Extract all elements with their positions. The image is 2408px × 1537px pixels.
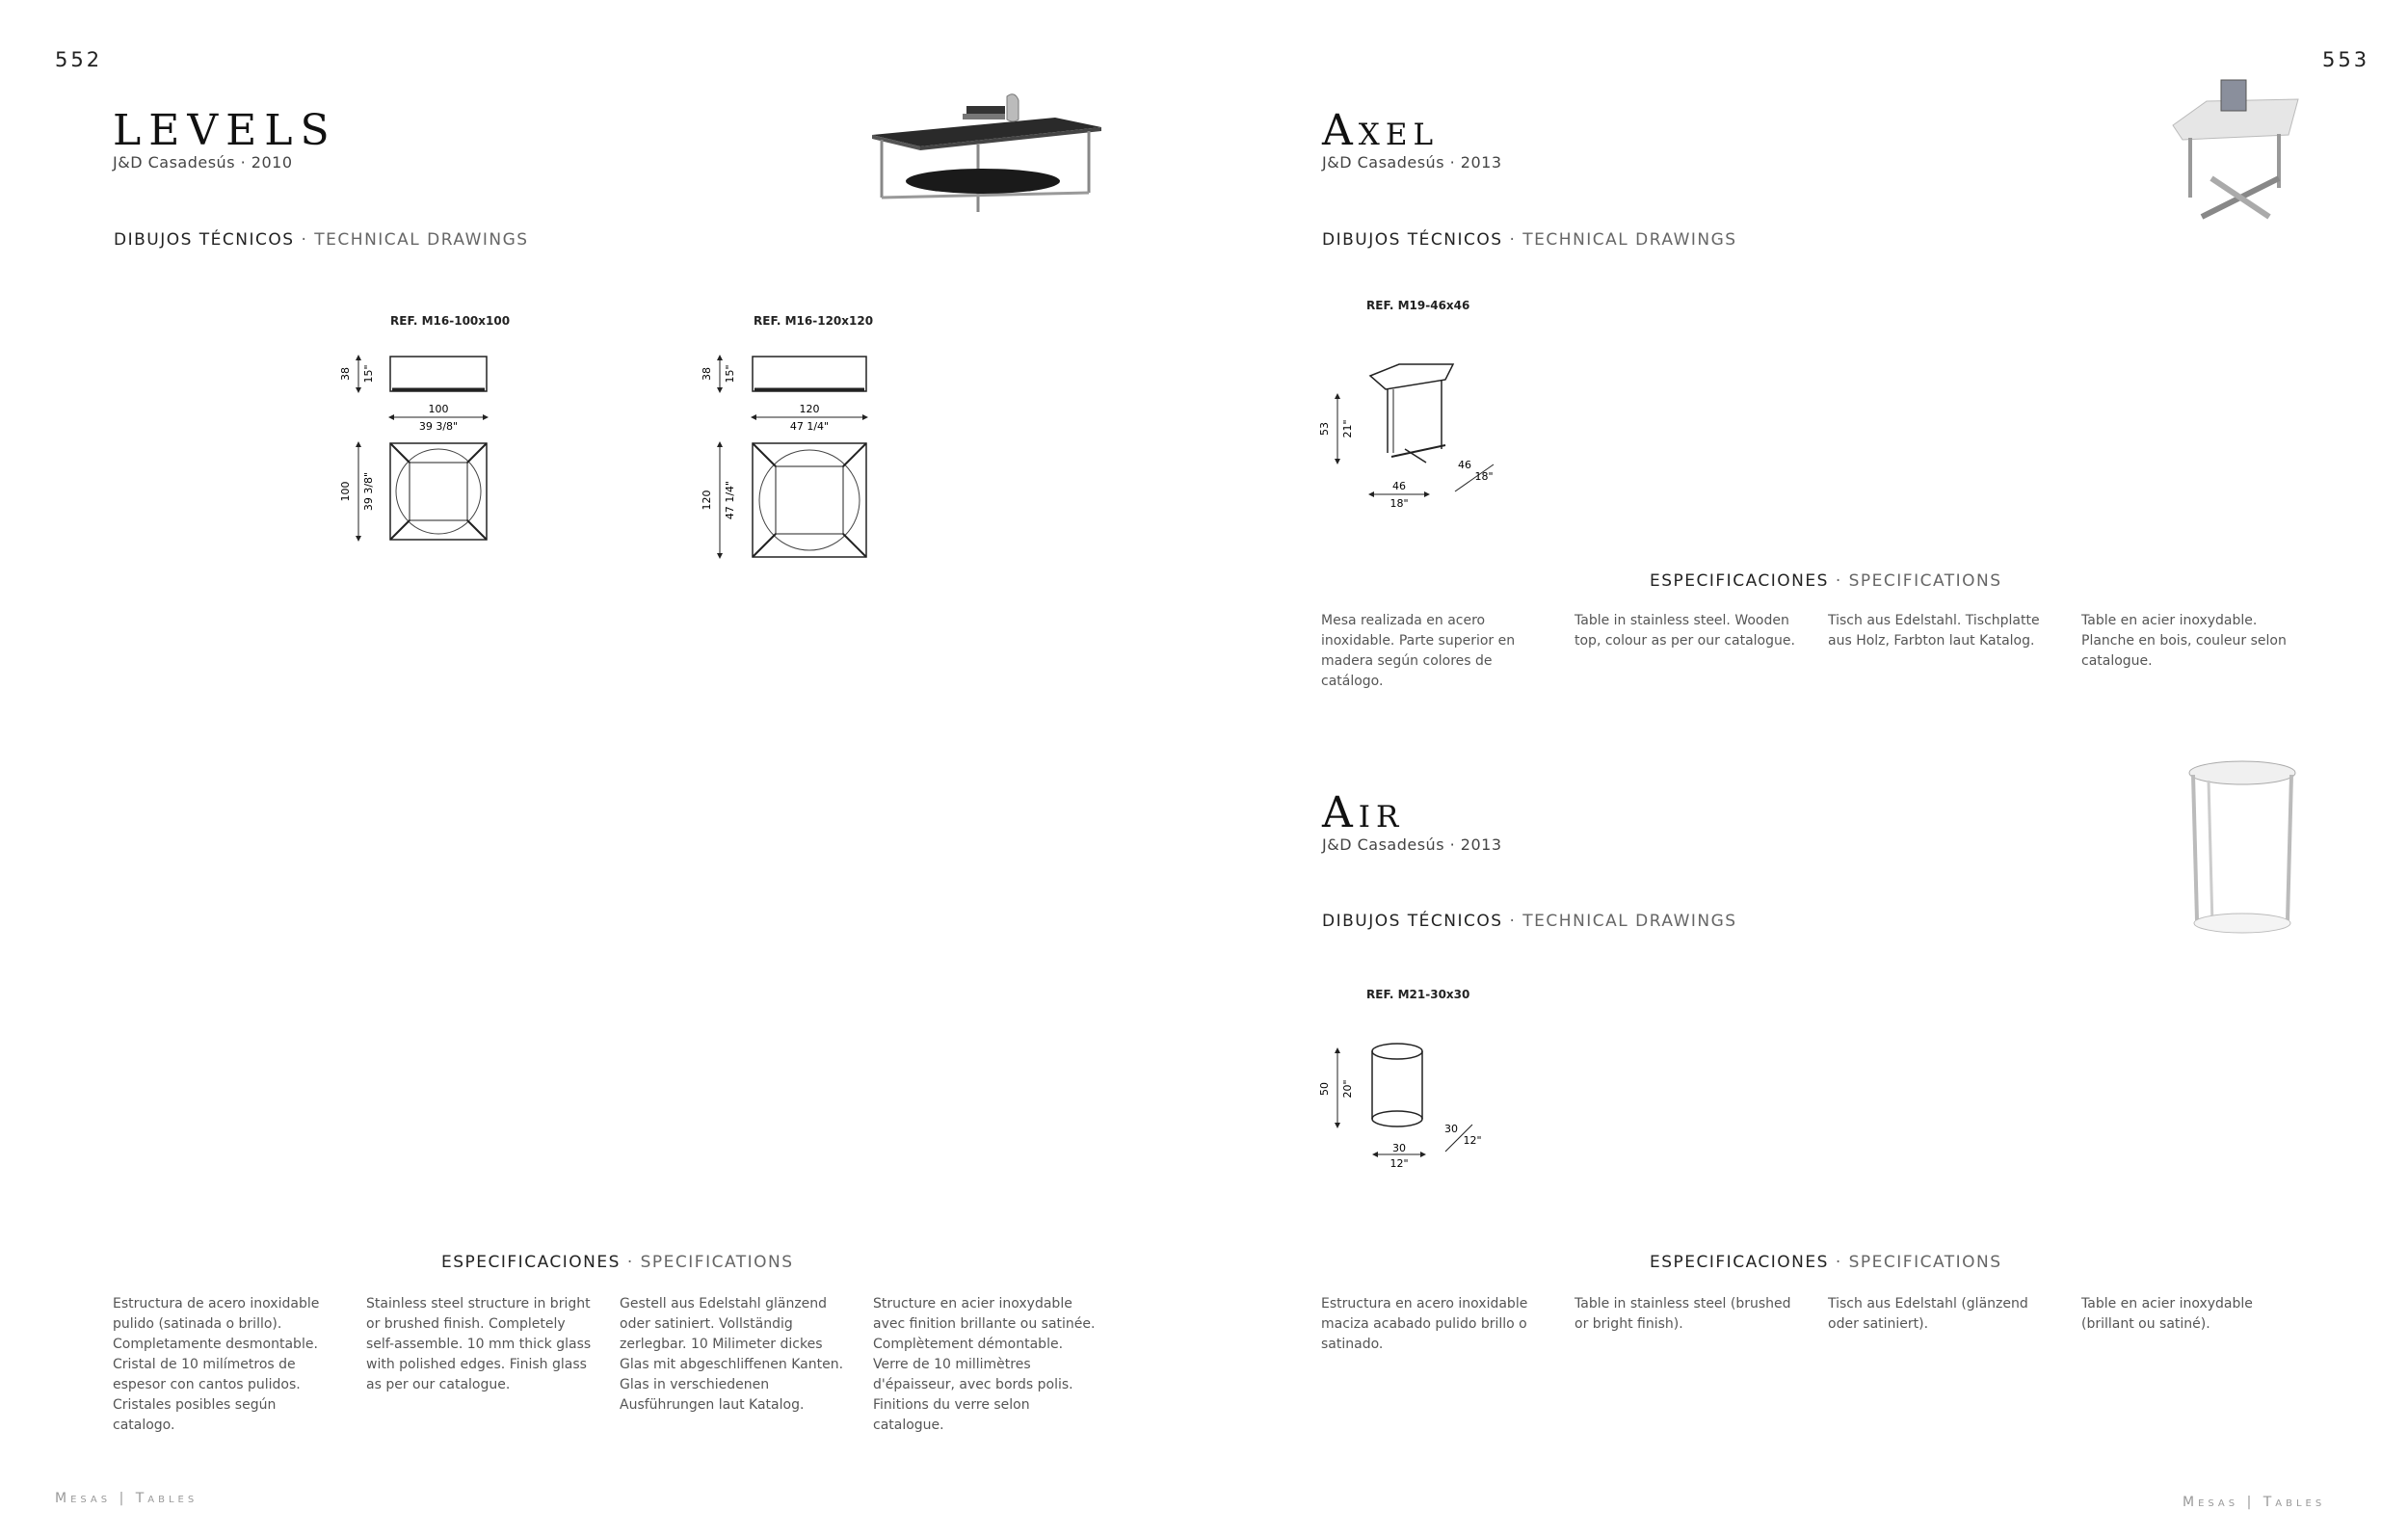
levels-spec-de: Gestell aus Edelstahl glänzend oder satiniert. Vollständig zerlegbar. 10 Milimeter dickes Glas mit abgeschliffenen Kanten. Glas in verschiedenen Ausführungen laut Katalog. — [620, 1296, 844, 1413]
air-drawing — [1310, 1036, 1484, 1171]
air-credit: J&D Casadesús · 2013 — [1322, 835, 1502, 854]
levels-product-image — [862, 87, 1113, 217]
air-drawings-heading — [1322, 912, 1737, 931]
levels-2-height-in: 15" — [724, 364, 736, 384]
axel-title: Axel — [1322, 106, 1440, 155]
axel-spec-fr: Table en acier inoxydable. Planche en bois, couleur selon catalogue. — [2081, 613, 2287, 669]
levels-2-width-cm: 120 — [799, 403, 820, 415]
axel-credit: J&D Casadesús · 2013 — [1322, 153, 1502, 172]
levels-drawing-2 — [699, 347, 882, 564]
levels-2-height-cm: 38 — [701, 367, 713, 381]
axel-specs-label: ESPECIFICACIONES — [1650, 571, 1829, 591]
axel-ref: REF. M19-46x46 — [1366, 299, 1470, 312]
levels-1-depth-in: 39 3/8" — [362, 471, 375, 512]
levels-title: LEVELS — [113, 106, 337, 155]
levels-specs-label: ESPECIFICACIONES — [441, 1253, 621, 1272]
air-depth-cm: 30 — [1444, 1123, 1458, 1135]
air-drawings-label: DIBUJOS TÉCNICOS — [1322, 912, 1503, 931]
levels-credit: J&D Casadesús · 2010 — [113, 153, 293, 172]
axel-depth-in: 18" — [1474, 470, 1494, 483]
axel-drawings-label: DIBUJOS TÉCNICOS — [1322, 230, 1503, 250]
air-drawings-sub: · TECHNICAL DRAWINGS — [1509, 912, 1737, 931]
air-spec-en: Table in stainless steel (brushed or bright finish). — [1574, 1296, 1791, 1332]
air-specs-label: ESPECIFICACIONES — [1650, 1253, 1829, 1272]
axel-spec-en: Table in stainless steel. Wooden top, colour as per our catalogue. — [1574, 613, 1795, 649]
axel-drawings-sub: · TECHNICAL DRAWINGS — [1509, 230, 1737, 250]
levels-2-width-in: 47 1/4" — [789, 420, 830, 433]
levels-2-depth-cm: 120 — [701, 490, 713, 511]
levels-drawings-heading — [114, 230, 529, 250]
axel-specs-sub: · SPECIFICATIONS — [1835, 571, 2002, 591]
air-width-cm: 30 — [1392, 1142, 1406, 1154]
footer-right: Mesas | Tables — [2183, 1495, 2326, 1510]
levels-drawings-sub: · TECHNICAL DRAWINGS — [301, 230, 529, 250]
footer-left: Mesas | Tables — [55, 1491, 198, 1506]
axel-width-in: 18" — [1389, 497, 1409, 510]
axel-height-in: 21" — [1341, 419, 1354, 438]
air-width-in: 12" — [1389, 1157, 1409, 1170]
levels-drawings-label: DIBUJOS TÉCNICOS — [114, 230, 295, 250]
levels-specs-heading — [441, 1253, 794, 1272]
air-spec-fr: Table en acier inoxydable (brillant ou satiné). — [2081, 1296, 2253, 1332]
air-spec-de: Tisch aus Edelstahl (glänzend oder satiniert). — [1828, 1296, 2028, 1332]
air-specs-sub: · SPECIFICATIONS — [1835, 1253, 2002, 1272]
levels-specs-sub: · SPECIFICATIONS — [626, 1253, 794, 1272]
levels-ref-1: REF. M16-100x100 — [390, 314, 511, 328]
air-ref: REF. M21-30x30 — [1366, 988, 1470, 1001]
levels-spec-es: Estructura de acero inoxidable pulido (satinada o brillo). Completamente desmontable. Cristal de 10 milímetros de espesor con cantos pulidos. Cristales posibles según catalogo. — [113, 1296, 320, 1433]
axel-width-cm: 46 — [1392, 480, 1406, 492]
axel-product-image — [2163, 72, 2308, 246]
axel-spec-es: Mesa realizada en acero inoxidable. Parte superior en madera según colores de catálogo. — [1321, 613, 1516, 689]
levels-drawing-1 — [337, 347, 511, 549]
air-depth-in: 12" — [1463, 1134, 1482, 1147]
page-number-left: 552 — [55, 48, 103, 71]
levels-2-depth-in: 47 1/4" — [724, 480, 736, 520]
air-height-cm: 50 — [1318, 1082, 1331, 1096]
levels-1-height-in: 15" — [362, 364, 375, 384]
levels-1-depth-cm: 100 — [339, 481, 352, 502]
page-number-right: 553 — [2322, 48, 2370, 71]
levels-spec-fr: Structure en acier inoxydable avec finition brillante ou satinée. Complètement démontable. Verre de 10 millimètres d'épaisseur, avec bords polis. Finitions du verre selon catalogue. — [873, 1296, 1096, 1433]
axel-drawing — [1310, 357, 1503, 520]
levels-1-width-in: 39 3/8" — [418, 420, 459, 433]
axel-spec-de: Tisch aus Edelstahl. Tischplatte aus Holz, Farbton laut Katalog. — [1828, 613, 2040, 649]
levels-ref-2: REF. M16-120x120 — [754, 314, 874, 328]
levels-1-width-cm: 100 — [428, 403, 449, 415]
axel-height-cm: 53 — [1318, 422, 1331, 436]
air-title: Air — [1322, 788, 1405, 837]
axel-specs-heading — [1650, 571, 2002, 591]
air-specs-heading — [1650, 1253, 2002, 1272]
levels-spec-en: Stainless steel structure in bright or brushed finish. Completely self-assemble. 10 mm thick glass with polished edges. Finish glass as per our catalogue. — [366, 1296, 592, 1392]
axel-depth-cm: 46 — [1458, 459, 1471, 471]
air-product-image — [2180, 752, 2305, 944]
air-height-in: 20" — [1341, 1079, 1354, 1099]
axel-drawings-heading — [1322, 230, 1737, 250]
levels-1-height-cm: 38 — [339, 367, 352, 381]
air-spec-es: Estructura en acero inoxidable maciza acabado pulido brillo o satinado. — [1321, 1296, 1528, 1352]
